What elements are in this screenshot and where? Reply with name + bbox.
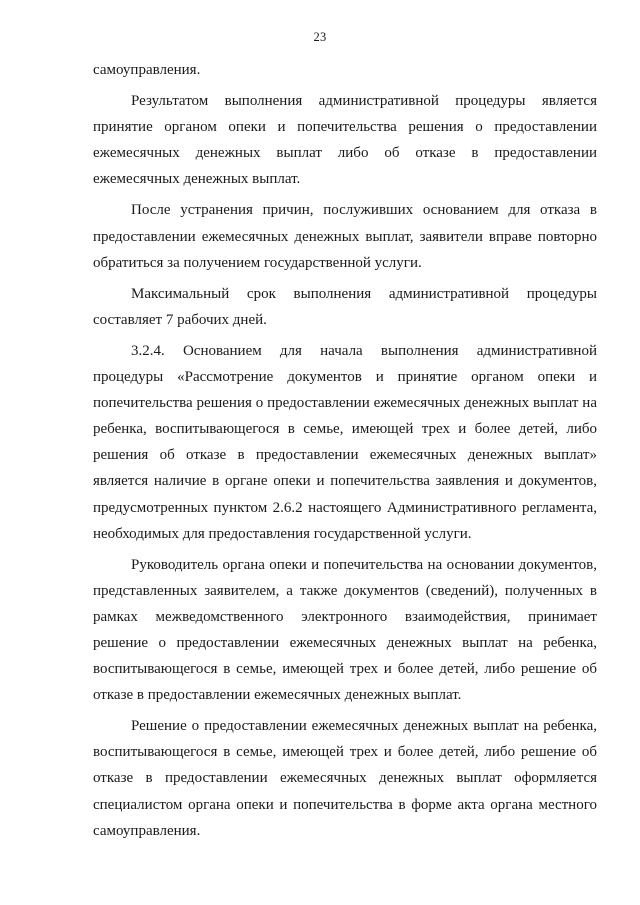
paragraph-max-term: Максимальный срок выполнения административной процедуры составляет 7 рабочих дней. bbox=[93, 285, 597, 328]
paragraph-decision-form: Решение о предоставлении ежемесячных денежных выплат на ребенка, воспитывающегося в семье, имеющей трех и более детей, либо решение об отказе в предоставлении ежемесячных денежных выплат оформляется специалистом органа опеки и попечительства в форме акта органа местного самоуправления. bbox=[93, 718, 597, 839]
document-body bbox=[93, 57, 597, 849]
paragraph-repeat-application: После устранения причин, послуживших основанием для отказа в предоставлении ежемесячных денежных выплат, заявители вправе повторно обратиться за получением государственной услуги. bbox=[93, 202, 597, 271]
paragraph-continuation: самоуправления. bbox=[93, 62, 201, 78]
paragraph-procedure-result: Результатом выполнения административной процедуры является принятие органом опеки и попечительства решения о предоставлении ежемесячных денежных выплат либо об отказе в предоставлении ежемесячных денежных выплат. bbox=[93, 93, 597, 188]
page-number: 23 bbox=[313, 30, 327, 44]
paragraph-head-decision: Руководитель органа опеки и попечительства на основании документов, представленных заявителем, а также документов (сведений), полученных в рамках межведомственного электронного взаимодействия, принимает решение о предоставлении ежемесячных денежных выплат на ребенка, воспитывающегося в семье, имеющей трех и более детей, либо решение об отказе в предоставлении ежемесячных денежных выплат. bbox=[93, 556, 597, 704]
paragraph-section-3-2-4: 3.2.4. Основанием для начала выполнения административной процедуры «Рассмотрение документов и принятие органом опеки и попечительства решения о предоставлении ежемесячных денежных выплат на ребенка, воспитывающегося в семье, имеющей трех и более детей, либо решения об отказе в предоставлении ежемесячных денежных выплат» является наличие в органе опеки и попечительства заявления и документов, предусмотренных пунктом 2.6.2 настоящего Административного регламента, необходимых для предоставления государственной услуги. bbox=[93, 342, 597, 542]
